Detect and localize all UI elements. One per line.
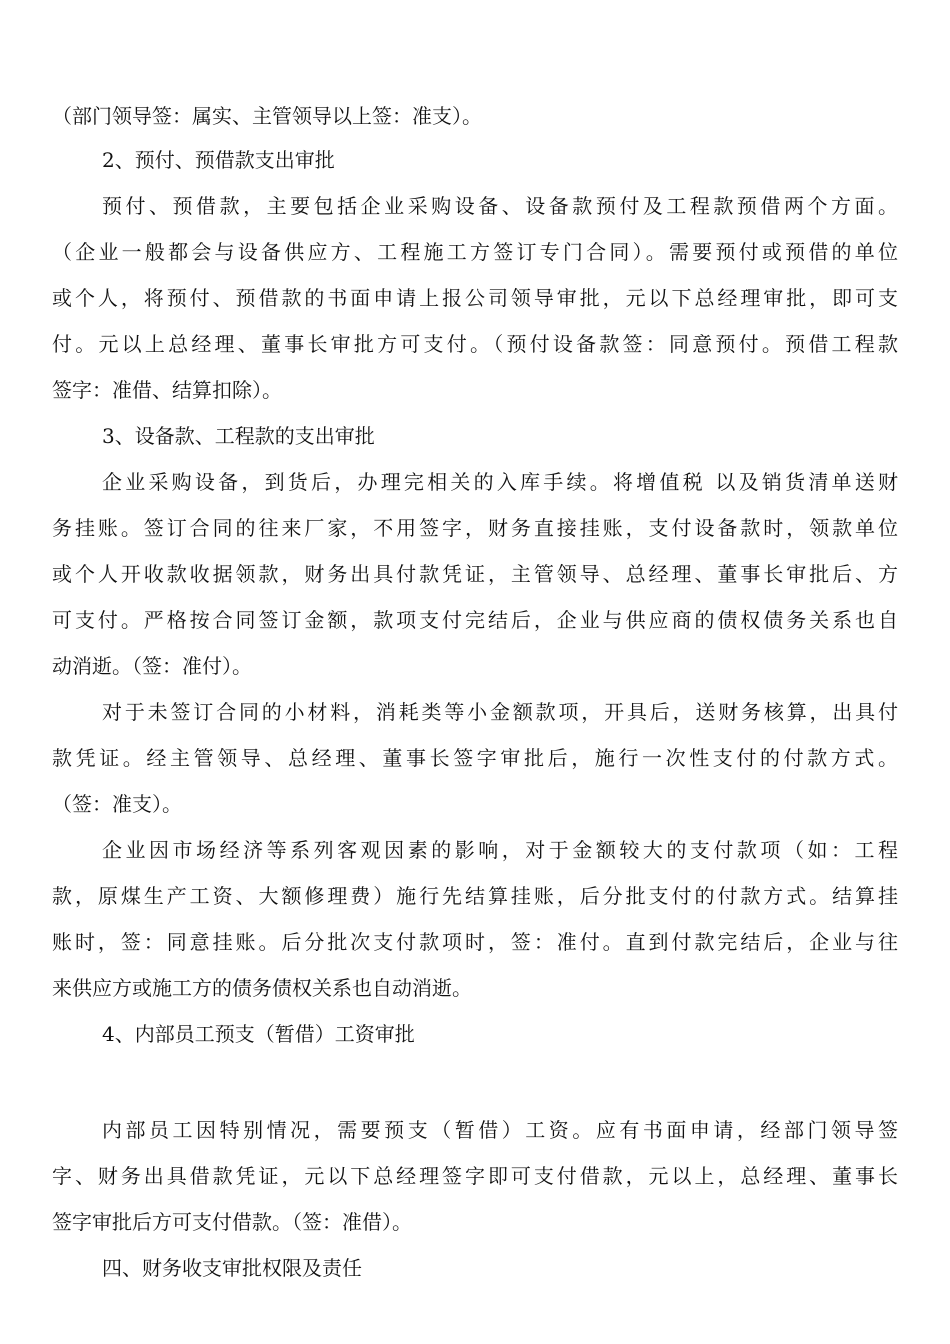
paragraph-employee-advance-line-3: 签字审批后方可支付借款。（签：准借）。 [52,1210,412,1234]
heading-employee-advance-approval: 4、内部员工预支（暂借）工资审批 [102,1022,415,1046]
paragraph-equipment-line-4: 可支付。严格按合同签订金额，款项支付完结后，企业与供应商的债权债务关系也自 [52,608,898,632]
paragraph-equipment-line-3: 或个人开收款收据领款，财务出具付款凭证，主管领导、总经理、董事长审批后、方 [52,562,898,586]
paragraph-small-materials-line-3: （签：准支）。 [52,792,182,816]
paragraph-large-payments-line-4: 来供应方或施工方的债务债权关系也自动消逝。 [52,976,472,1000]
paragraph-large-payments-line-2: 款，原煤生产工资、大额修理费）施行先结算挂账，后分批支付的付款方式。结算挂 [52,884,898,908]
paragraph-employee-advance-line-2: 字、财务出具借款凭证，元以下总经理签字即可支付借款，元以上，总经理、董事长 [52,1164,898,1188]
paragraph-prepayment-line-3: 或个人，将预付、预借款的书面申请上报公司领导审批，元以下总经理审批，即可支 [52,286,898,310]
paragraph-prepayment-line-5: 签字：准借、结算扣除）。 [52,378,282,402]
paragraph-employee-advance-line-1: 内部员工因特别情况，需要预支（暂借）工资。应有书面申请，经部门领导签 [102,1118,898,1142]
paragraph-prepayment-line-2: （企业一般都会与设备供应方、工程施工方签订专门合同）。需要预付或预借的单位 [52,240,898,264]
paragraph-equipment-line-1: 企业采购设备，到货后，办理完相关的入库手续。将增值税 以及销货清单送财 [102,470,898,494]
paragraph-prepayment-line-1: 预付、预借款，主要包括企业采购设备、设备款预付及工程款预借两个方面。 [102,194,898,218]
paragraph-prepayment-line-4: 付。元以上总经理、董事长审批方可支付。（预付设备款签：同意预付。预借工程款 [52,332,898,356]
paragraph-small-materials-line-1: 对于未签订合同的小材料，消耗类等小金额款项，开具后，送财务核算，出具付 [102,700,898,724]
paragraph-equipment-line-5: 动消逝。（签：准付）。 [52,654,252,678]
paragraph-large-payments-line-1: 企业因市场经济等系列客观因素的影响，对于金额较大的支付款项（如：工程 [102,838,898,862]
section-heading-approval-authority: 四、财务收支审批权限及责任 [102,1256,362,1280]
paragraph-equipment-line-2: 务挂账。签订合同的往来厂家，不用签字，财务直接挂账，支付设备款时，领款单位 [52,516,898,540]
heading-prepayment-approval: 2、预付、预借款支出审批 [102,148,335,172]
paragraph-approval-note-line-1: （部门领导签：属实、主管领导以上签：准支）。 [52,104,482,128]
heading-equipment-engineering-approval: 3、设备款、工程款的支出审批 [102,424,375,448]
paragraph-small-materials-line-2: 款凭证。经主管领导、总经理、董事长签字审批后，施行一次性支付的付款方式。 [52,746,898,770]
paragraph-large-payments-line-3: 账时，签：同意挂账。后分批次支付款项时，签：准付。直到付款完结后，企业与往 [52,930,898,954]
